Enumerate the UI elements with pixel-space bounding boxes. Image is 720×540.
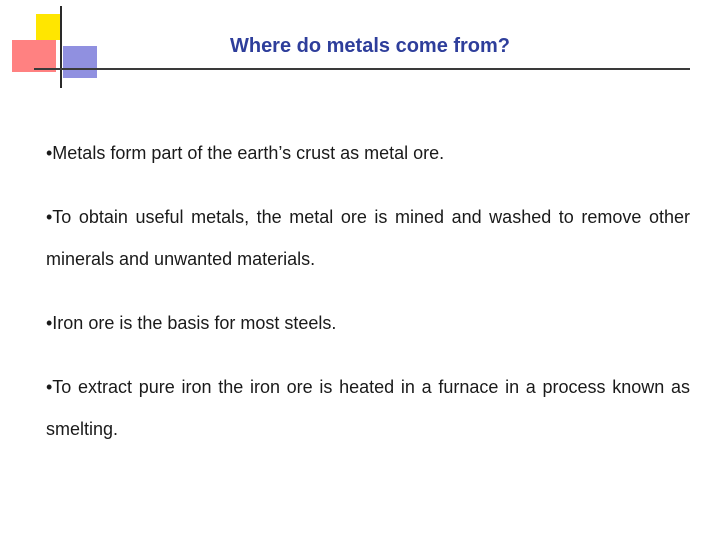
title-divider-line — [34, 68, 690, 70]
bullet-4: •To extract pure iron the iron ore is heated in a furnace in a process known as smelting. — [46, 377, 690, 439]
bullet-1: •Metals form part of the earth’s crust as metal ore. — [46, 143, 445, 163]
logo-yellow-square — [36, 14, 62, 40]
logo-blue-square — [63, 46, 97, 78]
bullet-3: •Iron ore is the basis for most steels. — [46, 313, 337, 333]
logo-vertical-line — [60, 6, 62, 88]
slide-title: Where do metals come from? — [229, 35, 511, 57]
slide-body — [46, 132, 690, 472]
bullet-2: •To obtain useful metals, the metal ore is mined and washed to remove other minerals and unwanted materials. — [46, 207, 690, 269]
